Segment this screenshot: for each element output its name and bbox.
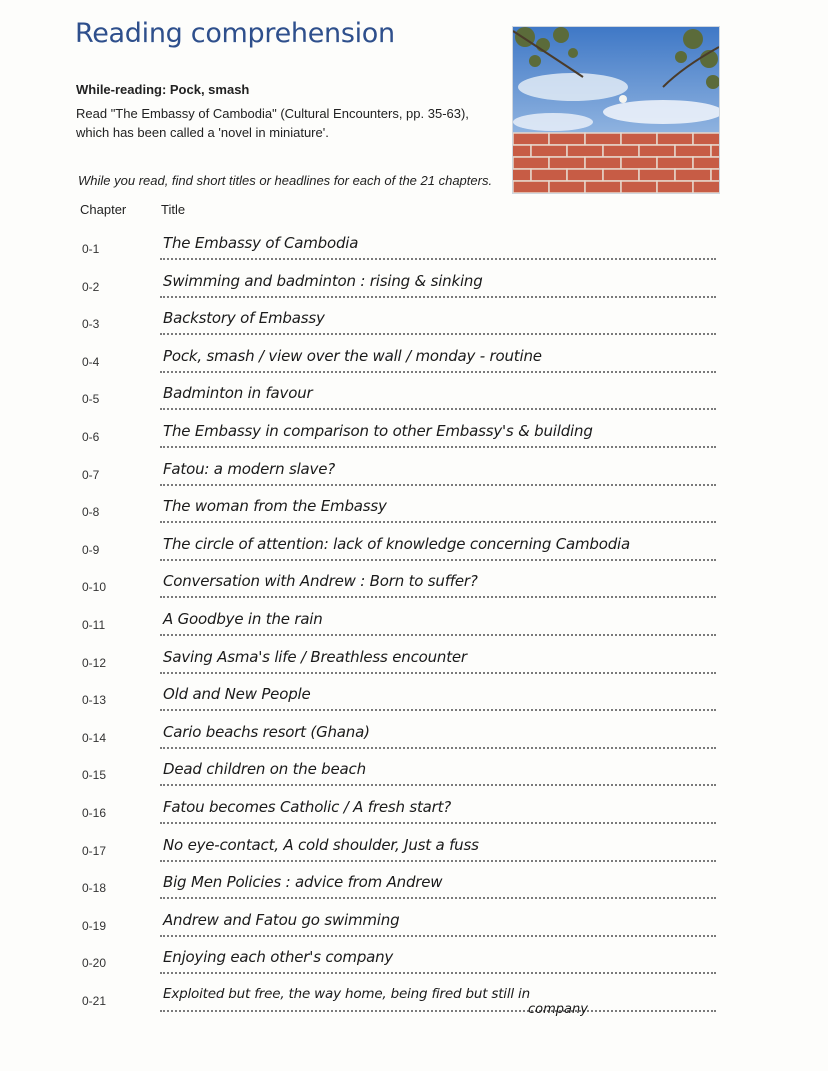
chapter-number: 0-7 (82, 467, 100, 482)
handwritten-title: Dead children on the beach (163, 760, 366, 779)
chapter-number: 0-16 (82, 806, 107, 820)
handwritten-title: The woman from the Embassy (163, 497, 387, 516)
page-title: Reading comprehension (75, 18, 395, 49)
answer-line (160, 634, 716, 636)
column-header-chapter: Chapter (80, 202, 127, 217)
handwritten-title: Backstory of Embassy (163, 309, 325, 328)
chapter-number: 0-19 (82, 918, 107, 933)
handwritten-title: Badminton in favour (163, 384, 313, 403)
chapter-number: 0-6 (82, 430, 100, 444)
chapter-number: 0-18 (82, 881, 107, 896)
answer-line (160, 596, 716, 598)
answer-line (160, 484, 716, 486)
intro-text (76, 104, 469, 142)
handwritten-title: Fatou becomes Catholic / A fresh start? (163, 798, 452, 816)
answer-line (160, 784, 716, 786)
answer-line (160, 371, 716, 373)
answer-line (160, 446, 716, 448)
table-row (0, 424, 828, 462)
handwritten-title: Saving Asma's life / Breathless encounter (163, 647, 467, 666)
table-row (0, 386, 828, 424)
answer-line (160, 860, 716, 862)
handwritten-title: Exploited but free, the way home, being fired but still in (163, 986, 530, 1002)
answer-line (160, 333, 716, 335)
table-row (0, 910, 828, 951)
section-subtitle: While-reading: Pock, smash (76, 82, 250, 97)
answer-line (160, 935, 716, 937)
answer-line (160, 747, 716, 749)
column-header-title: Title (161, 202, 186, 217)
chapter-number: 0-4 (82, 354, 100, 369)
handwritten-title: Cario beachs resort (Ghana) (163, 722, 370, 741)
chapter-number: 0-21 (82, 994, 107, 1008)
handwritten-title: Old and New People (163, 685, 311, 704)
chapter-number: 0-11 (82, 618, 106, 632)
chapter-number: 0-15 (82, 768, 107, 783)
answer-line (160, 709, 716, 711)
answer-line (160, 672, 716, 674)
intro-line-2: which has been called a 'novel in miniature'. (76, 125, 329, 140)
chapter-number: 0-9 (82, 542, 100, 557)
answer-line (160, 296, 716, 298)
intro-line-1: Read "The Embassy of Cambodia" (Cultural Encounters, pp. 35-63), (76, 106, 469, 121)
answer-line (160, 1010, 716, 1012)
answer-line (160, 972, 716, 974)
handwritten-title: Andrew and Fatou go swimming (163, 910, 400, 929)
handwritten-title: The Embassy of Cambodia (163, 234, 359, 252)
answer-line (160, 258, 716, 260)
handwritten-title: Fatou: a modern slave? (163, 459, 335, 478)
table-row (0, 762, 828, 800)
handwritten-title: The circle of attention: lack of knowledge concerning Cambodia (163, 534, 630, 553)
chapter-number: 0-10 (82, 580, 107, 595)
table-row (0, 574, 828, 612)
table-row (0, 687, 828, 725)
table-row (0, 499, 828, 537)
table-row (0, 800, 828, 838)
table-row (0, 950, 828, 988)
table-row (0, 346, 828, 387)
chapter-number: 0-2 (82, 279, 100, 294)
table-row (0, 612, 828, 650)
handwritten-title: The Embassy in comparison to other Embassy's & building (163, 422, 593, 440)
handwritten-title-continuation: company (528, 1002, 588, 1017)
chapter-number: 0-1 (82, 242, 100, 256)
answer-line (160, 897, 716, 899)
chapter-number: 0-3 (82, 317, 100, 332)
instruction-text: While you read, find short titles or headlines for each of the 21 chapters. (78, 173, 493, 188)
chapter-number: 0-12 (82, 655, 107, 670)
chapter-number: 0-17 (82, 843, 107, 858)
answer-line (160, 521, 716, 523)
chapter-number: 0-5 (82, 392, 100, 407)
handwritten-title: Conversation with Andrew : Born to suffer? (163, 572, 478, 591)
table-row (0, 647, 828, 688)
table-row (0, 722, 828, 763)
answer-line (160, 408, 716, 410)
table-row (0, 311, 828, 349)
chapter-number: 0-13 (82, 693, 107, 708)
table-row (0, 271, 828, 312)
table-row (0, 988, 828, 1026)
table-row (0, 459, 828, 500)
chapter-number: 0-8 (82, 505, 100, 520)
brick-wall-illustration (512, 26, 720, 194)
table-row (0, 875, 828, 913)
answer-line (160, 559, 716, 561)
handwritten-title: Big Men Policies : advice from Andrew (163, 873, 443, 892)
chapter-number: 0-14 (82, 730, 107, 745)
table-row (0, 835, 828, 876)
handwritten-title: Pock, smash / view over the wall / monday - routine (163, 346, 542, 365)
table-row (0, 236, 828, 274)
handwritten-title: A Goodbye in the rain (163, 610, 323, 628)
answer-line (160, 822, 716, 824)
handwritten-title: Swimming and badminton : rising & sinking (163, 271, 483, 290)
table-row (0, 534, 828, 575)
handwritten-title: Enjoying each other's company (163, 948, 394, 967)
handwritten-title: No eye-contact, A cold shoulder, Just a fuss (163, 835, 479, 854)
chapter-number: 0-20 (82, 956, 107, 971)
